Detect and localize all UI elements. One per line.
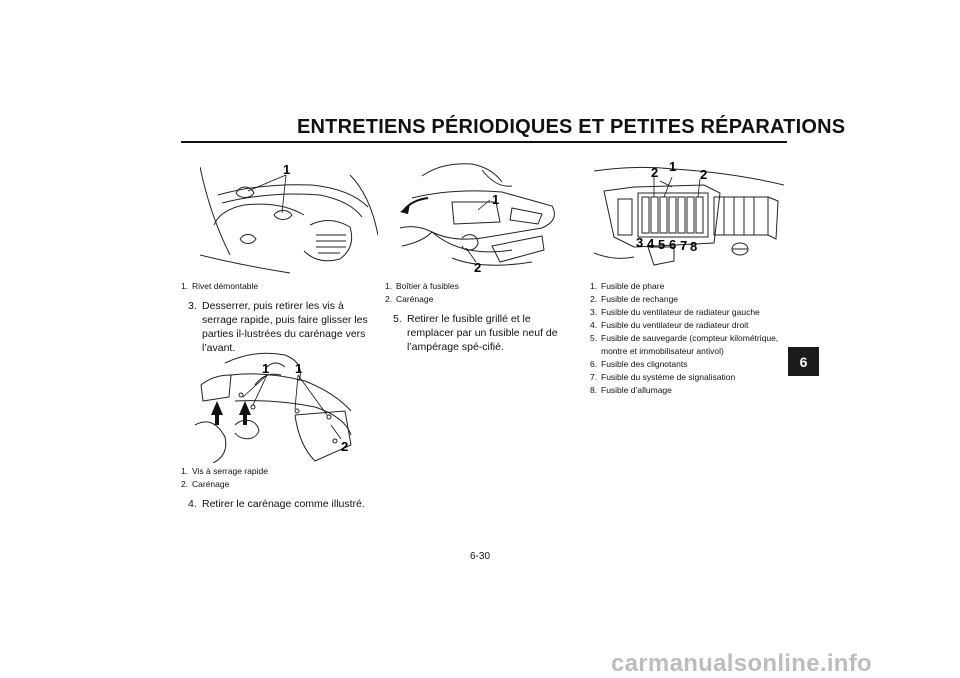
step-5: 5. Retirer le fusible grillé et le remplacer par un fusible neuf de l’ampérage spé-cifié. [393,313,558,353]
figure2-legend [181,465,371,491]
figure-rivet [200,155,378,275]
watermark: carmanualsonline.info [611,650,873,677]
figure4-callout-2b: 2 [700,167,708,182]
legend-item: 5. Fusible de sauvegarde (compteur kilométrique, montre et immobilisateur antivol) [590,333,779,356]
figure3-callout-1: 1 [492,192,500,207]
legend-item: 1. Rivet démontable [181,281,259,291]
legend-item: 4. Fusible du ventilateur de radiateur droit [590,320,749,330]
legend-item: 1. Fusible de phare [590,281,665,291]
figure1-legend [181,280,371,293]
legend-item: 2. Carénage [181,479,230,489]
legend-item: 1. Vis à serrage rapide [181,466,268,476]
fairing-screws-illustration [195,345,365,463]
legend-item: 6. Fusible des clignotants [590,359,688,369]
legend-item: 8. Fusible d’allumage [590,385,672,395]
figure1-callout-1: 1 [283,162,291,177]
figure2-callout-1a: 1 [262,361,270,376]
figure4-callout-5: 5 [658,237,666,252]
fuse-box-location-illustration [392,158,564,276]
rivet-illustration [200,155,378,275]
legend-item: 3. Fusible du ventilateur de radiateur gauche [590,307,760,317]
figure4-callout-8: 8 [690,239,698,254]
figure2-callout-1b: 1 [295,361,303,376]
figure4-callout-7: 7 [680,238,688,253]
step-3: 3. Desserrer, puis retirer les vis à serrage rapide, puis faire glisser les parties il-lustrées du carénage vers l’avant. [188,300,368,354]
figure-fuse-box-detail [594,157,784,277]
figure4-callout-6: 6 [669,237,677,252]
page-number: 6-30 [469,551,490,562]
header-rule [181,141,787,143]
figure4-legend [590,280,780,397]
figure4-callout-3: 3 [636,235,644,250]
figure4-callout-2a: 2 [651,165,659,180]
fuse-box-detail-illustration [594,157,784,277]
figure-quick-screws [195,345,365,463]
legend-item: 2. Fusible de rechange [590,294,679,304]
legend-item: 1. Boîtier à fusibles [385,281,459,291]
legend-item: 2. Carénage [385,294,434,304]
figure2-callout-2: 2 [341,439,349,454]
figure3-legend [385,280,575,306]
page-title: ENTRETIENS PÉRIODIQUES ET PETITES RÉPARATIONS [297,116,846,138]
figure3-callout-2: 2 [474,260,482,275]
figure4-callout-1: 1 [669,159,677,174]
figure4-callout-4: 4 [647,236,655,251]
step-4: 4. Retirer le carénage comme illustré. [188,498,365,510]
chapter-tab[interactable]: 6 [788,347,819,376]
figure-fuse-box-location [392,158,564,276]
legend-item: 7. Fusible du système de signalisation [590,372,736,382]
